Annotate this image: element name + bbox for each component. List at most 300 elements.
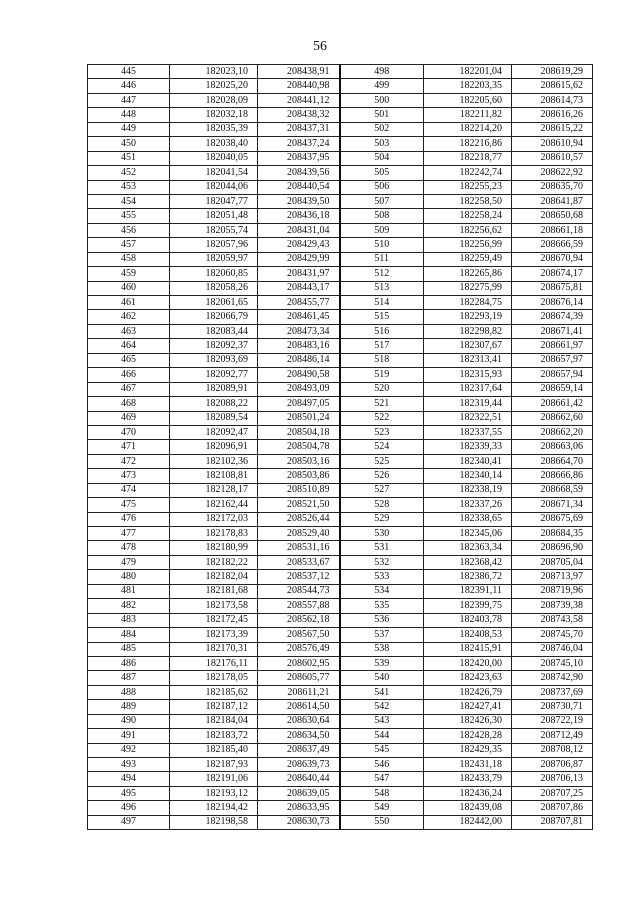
x-coordinate-cell: 182211,82	[424, 108, 512, 122]
y-coordinate-cell: 208706,13	[512, 772, 593, 786]
table-row	[88, 194, 593, 208]
x-coordinate-cell: 182184,04	[170, 714, 258, 728]
point-number-cell: 502	[340, 122, 424, 136]
x-coordinate-cell: 182038,40	[170, 137, 258, 151]
y-coordinate-cell: 208501,24	[258, 411, 340, 425]
x-coordinate-cell: 182040,05	[170, 151, 258, 165]
point-number-cell: 541	[340, 685, 424, 699]
y-coordinate-cell: 208707,81	[512, 815, 593, 829]
point-number-cell: 460	[88, 281, 170, 295]
point-number-cell: 546	[340, 758, 424, 772]
point-number-cell: 473	[88, 469, 170, 483]
point-number-cell: 511	[340, 252, 424, 266]
y-coordinate-cell: 208611,21	[258, 685, 340, 699]
y-coordinate-cell: 208431,97	[258, 267, 340, 281]
y-coordinate-cell: 208630,73	[258, 815, 340, 829]
y-coordinate-cell: 208439,56	[258, 166, 340, 180]
point-number-cell: 485	[88, 642, 170, 656]
x-coordinate-cell: 182185,40	[170, 743, 258, 757]
y-coordinate-cell: 208503,86	[258, 469, 340, 483]
y-coordinate-cell: 208429,99	[258, 252, 340, 266]
point-number-cell: 466	[88, 368, 170, 382]
x-coordinate-cell: 182255,23	[424, 180, 512, 194]
x-coordinate-cell: 182427,41	[424, 700, 512, 714]
point-number-cell: 446	[88, 79, 170, 93]
point-number-cell: 497	[88, 815, 170, 829]
page-number: 56	[313, 39, 327, 54]
point-number-cell: 495	[88, 786, 170, 800]
x-coordinate-cell: 182258,50	[424, 194, 512, 208]
x-coordinate-cell: 182298,82	[424, 324, 512, 338]
y-coordinate-cell: 208544,73	[258, 584, 340, 598]
x-coordinate-cell: 182093,69	[170, 353, 258, 367]
x-coordinate-cell: 182339,33	[424, 440, 512, 454]
y-coordinate-cell: 208663,06	[512, 440, 593, 454]
y-coordinate-cell: 208533,67	[258, 555, 340, 569]
point-number-cell: 486	[88, 656, 170, 670]
point-number-cell: 535	[340, 599, 424, 613]
x-coordinate-cell: 182408,53	[424, 628, 512, 642]
x-coordinate-cell: 182258,24	[424, 209, 512, 223]
point-number-cell: 450	[88, 137, 170, 151]
y-coordinate-cell: 208455,77	[258, 296, 340, 310]
x-coordinate-cell: 182193,12	[170, 786, 258, 800]
point-number-cell: 517	[340, 339, 424, 353]
y-coordinate-cell: 208708,12	[512, 743, 593, 757]
x-coordinate-cell: 182170,31	[170, 642, 258, 656]
y-coordinate-cell: 208504,18	[258, 425, 340, 439]
point-number-cell: 488	[88, 685, 170, 699]
table-row	[88, 108, 593, 122]
table-row	[88, 324, 593, 338]
point-number-cell: 465	[88, 353, 170, 367]
point-number-cell: 472	[88, 454, 170, 468]
table-row	[88, 411, 593, 425]
table-row	[88, 238, 593, 252]
table-row	[88, 743, 593, 757]
y-coordinate-cell: 208676,14	[512, 296, 593, 310]
point-number-cell: 512	[340, 267, 424, 281]
point-number-cell: 461	[88, 296, 170, 310]
y-coordinate-cell: 208706,87	[512, 758, 593, 772]
point-number-cell: 448	[88, 108, 170, 122]
x-coordinate-cell: 182368,42	[424, 555, 512, 569]
point-number-cell: 454	[88, 194, 170, 208]
y-coordinate-cell: 208671,41	[512, 324, 593, 338]
y-coordinate-cell: 208745,70	[512, 628, 593, 642]
x-coordinate-cell: 182436,24	[424, 786, 512, 800]
y-coordinate-cell: 208531,16	[258, 541, 340, 555]
point-number-cell: 463	[88, 324, 170, 338]
x-coordinate-cell: 182108,81	[170, 469, 258, 483]
point-number-cell: 525	[340, 454, 424, 468]
table-row	[88, 801, 593, 815]
y-coordinate-cell: 208713,97	[512, 570, 593, 584]
x-coordinate-cell: 182181,68	[170, 584, 258, 598]
y-coordinate-cell: 208497,05	[258, 397, 340, 411]
y-coordinate-cell: 208630,64	[258, 714, 340, 728]
y-coordinate-cell: 208438,91	[258, 65, 340, 79]
x-coordinate-cell: 182345,06	[424, 527, 512, 541]
y-coordinate-cell: 208664,70	[512, 454, 593, 468]
point-number-cell: 531	[340, 541, 424, 555]
x-coordinate-cell: 182066,79	[170, 310, 258, 324]
point-number-cell: 536	[340, 613, 424, 627]
y-coordinate-cell: 208641,87	[512, 194, 593, 208]
table-row	[88, 382, 593, 396]
y-coordinate-cell: 208437,24	[258, 137, 340, 151]
table-row	[88, 267, 593, 281]
x-coordinate-cell: 182162,44	[170, 498, 258, 512]
y-coordinate-cell: 208537,12	[258, 570, 340, 584]
point-number-cell: 458	[88, 252, 170, 266]
table-row	[88, 296, 593, 310]
y-coordinate-cell: 208567,50	[258, 628, 340, 642]
x-coordinate-cell: 182092,47	[170, 425, 258, 439]
y-coordinate-cell: 208483,16	[258, 339, 340, 353]
y-coordinate-cell: 208440,54	[258, 180, 340, 194]
point-number-cell: 524	[340, 440, 424, 454]
x-coordinate-cell: 182059,97	[170, 252, 258, 266]
point-number-cell: 501	[340, 108, 424, 122]
point-number-cell: 532	[340, 555, 424, 569]
point-number-cell: 493	[88, 758, 170, 772]
y-coordinate-cell: 208526,44	[258, 512, 340, 526]
point-number-cell: 549	[340, 801, 424, 815]
point-number-cell: 471	[88, 440, 170, 454]
table-row	[88, 180, 593, 194]
point-number-cell: 469	[88, 411, 170, 425]
table-row	[88, 209, 593, 223]
y-coordinate-cell: 208614,73	[512, 93, 593, 107]
point-number-cell: 518	[340, 353, 424, 367]
y-coordinate-cell: 208622,92	[512, 166, 593, 180]
y-coordinate-cell: 208619,29	[512, 65, 593, 79]
point-number-cell: 494	[88, 772, 170, 786]
y-coordinate-cell: 208739,38	[512, 599, 593, 613]
point-number-cell: 452	[88, 166, 170, 180]
y-coordinate-cell: 208662,20	[512, 425, 593, 439]
x-coordinate-cell: 182025,20	[170, 79, 258, 93]
x-coordinate-cell: 182415,91	[424, 642, 512, 656]
point-number-cell: 482	[88, 599, 170, 613]
y-coordinate-cell: 208639,05	[258, 786, 340, 800]
point-number-cell: 509	[340, 223, 424, 237]
y-coordinate-cell: 208521,50	[258, 498, 340, 512]
table-row	[88, 656, 593, 670]
point-number-cell: 545	[340, 743, 424, 757]
point-number-cell: 490	[88, 714, 170, 728]
x-coordinate-cell: 182386,72	[424, 570, 512, 584]
y-coordinate-cell: 208437,95	[258, 151, 340, 165]
x-coordinate-cell: 182092,77	[170, 368, 258, 382]
y-coordinate-cell: 208504,78	[258, 440, 340, 454]
y-coordinate-cell: 208615,22	[512, 122, 593, 136]
y-coordinate-cell: 208529,40	[258, 527, 340, 541]
point-number-cell: 445	[88, 65, 170, 79]
point-number-cell: 529	[340, 512, 424, 526]
x-coordinate-cell: 182216,86	[424, 137, 512, 151]
y-coordinate-cell: 208461,45	[258, 310, 340, 324]
point-number-cell: 515	[340, 310, 424, 324]
point-number-cell: 447	[88, 93, 170, 107]
table-row	[88, 454, 593, 468]
table-row	[88, 599, 593, 613]
y-coordinate-cell: 208557,88	[258, 599, 340, 613]
x-coordinate-cell: 182256,62	[424, 223, 512, 237]
y-coordinate-cell: 208662,60	[512, 411, 593, 425]
table-row	[88, 642, 593, 656]
x-coordinate-cell: 182023,10	[170, 65, 258, 79]
table-row	[88, 512, 593, 526]
point-number-cell: 504	[340, 151, 424, 165]
x-coordinate-cell: 182047,77	[170, 194, 258, 208]
point-number-cell: 483	[88, 613, 170, 627]
x-coordinate-cell: 182191,06	[170, 772, 258, 786]
point-number-cell: 522	[340, 411, 424, 425]
table-row	[88, 79, 593, 93]
point-number-cell: 542	[340, 700, 424, 714]
table-row	[88, 628, 593, 642]
x-coordinate-cell: 182173,58	[170, 599, 258, 613]
point-number-cell: 507	[340, 194, 424, 208]
point-number-cell: 487	[88, 671, 170, 685]
x-coordinate-cell: 182293,19	[424, 310, 512, 324]
x-coordinate-cell: 182092,37	[170, 339, 258, 353]
x-coordinate-cell: 182089,91	[170, 382, 258, 396]
x-coordinate-cell: 182338,65	[424, 512, 512, 526]
table-row	[88, 339, 593, 353]
y-coordinate-cell: 208605,77	[258, 671, 340, 685]
table-row	[88, 166, 593, 180]
y-coordinate-cell: 208657,97	[512, 353, 593, 367]
x-coordinate-cell: 182439,08	[424, 801, 512, 815]
point-number-cell: 539	[340, 656, 424, 670]
table-row	[88, 483, 593, 497]
y-coordinate-cell: 208742,90	[512, 671, 593, 685]
point-number-cell: 475	[88, 498, 170, 512]
x-coordinate-cell: 182399,75	[424, 599, 512, 613]
x-coordinate-cell: 182060,85	[170, 267, 258, 281]
y-coordinate-cell: 208661,18	[512, 223, 593, 237]
y-coordinate-cell: 208633,95	[258, 801, 340, 815]
table-row	[88, 440, 593, 454]
y-coordinate-cell: 208637,49	[258, 743, 340, 757]
table-row	[88, 570, 593, 584]
x-coordinate-cell: 182203,35	[424, 79, 512, 93]
x-coordinate-cell: 182061,65	[170, 296, 258, 310]
point-number-cell: 548	[340, 786, 424, 800]
x-coordinate-cell: 182194,42	[170, 801, 258, 815]
y-coordinate-cell: 208737,69	[512, 685, 593, 699]
x-coordinate-cell: 182102,36	[170, 454, 258, 468]
y-coordinate-cell: 208707,25	[512, 786, 593, 800]
point-number-cell: 526	[340, 469, 424, 483]
x-coordinate-cell: 182391,11	[424, 584, 512, 598]
table-row	[88, 137, 593, 151]
x-coordinate-cell: 182128,17	[170, 483, 258, 497]
x-coordinate-cell: 182259,49	[424, 252, 512, 266]
y-coordinate-cell: 208675,81	[512, 281, 593, 295]
x-coordinate-cell: 182088,22	[170, 397, 258, 411]
y-coordinate-cell: 208674,17	[512, 267, 593, 281]
table-row	[88, 223, 593, 237]
x-coordinate-cell: 182041,54	[170, 166, 258, 180]
point-number-cell: 480	[88, 570, 170, 584]
point-number-cell: 474	[88, 483, 170, 497]
coordinates-table	[87, 64, 593, 830]
x-coordinate-cell: 182058,26	[170, 281, 258, 295]
x-coordinate-cell: 182315,93	[424, 368, 512, 382]
table-row	[88, 310, 593, 324]
y-coordinate-cell: 208436,18	[258, 209, 340, 223]
x-coordinate-cell: 182242,74	[424, 166, 512, 180]
y-coordinate-cell: 208661,42	[512, 397, 593, 411]
point-number-cell: 468	[88, 397, 170, 411]
y-coordinate-cell: 208705,04	[512, 555, 593, 569]
point-number-cell: 543	[340, 714, 424, 728]
x-coordinate-cell: 182420,00	[424, 656, 512, 670]
point-number-cell: 513	[340, 281, 424, 295]
x-coordinate-cell: 182176,11	[170, 656, 258, 670]
x-coordinate-cell: 182198,58	[170, 815, 258, 829]
y-coordinate-cell: 208634,50	[258, 729, 340, 743]
x-coordinate-cell: 182180,99	[170, 541, 258, 555]
x-coordinate-cell: 182322,51	[424, 411, 512, 425]
point-number-cell: 534	[340, 584, 424, 598]
x-coordinate-cell: 182055,74	[170, 223, 258, 237]
y-coordinate-cell: 208473,34	[258, 324, 340, 338]
table-row	[88, 252, 593, 266]
x-coordinate-cell: 182183,72	[170, 729, 258, 743]
table-row	[88, 397, 593, 411]
y-coordinate-cell: 208639,73	[258, 758, 340, 772]
x-coordinate-cell: 182035,39	[170, 122, 258, 136]
x-coordinate-cell: 182340,14	[424, 469, 512, 483]
y-coordinate-cell: 208712,49	[512, 729, 593, 743]
table-row	[88, 498, 593, 512]
x-coordinate-cell: 182032,18	[170, 108, 258, 122]
point-number-cell: 459	[88, 267, 170, 281]
x-coordinate-cell: 182173,39	[170, 628, 258, 642]
point-number-cell: 521	[340, 397, 424, 411]
y-coordinate-cell: 208657,94	[512, 368, 593, 382]
table-row	[88, 65, 593, 79]
table-row	[88, 613, 593, 627]
point-number-cell: 516	[340, 324, 424, 338]
y-coordinate-cell: 208671,34	[512, 498, 593, 512]
point-number-cell: 481	[88, 584, 170, 598]
x-coordinate-cell: 182363,34	[424, 541, 512, 555]
x-coordinate-cell: 182313,41	[424, 353, 512, 367]
x-coordinate-cell: 182338,19	[424, 483, 512, 497]
point-number-cell: 479	[88, 555, 170, 569]
point-number-cell: 451	[88, 151, 170, 165]
table-row	[88, 93, 593, 107]
x-coordinate-cell: 182319,44	[424, 397, 512, 411]
point-number-cell: 455	[88, 209, 170, 223]
x-coordinate-cell: 182218,77	[424, 151, 512, 165]
point-number-cell: 456	[88, 223, 170, 237]
table-row	[88, 584, 593, 598]
point-number-cell: 506	[340, 180, 424, 194]
table-row	[88, 786, 593, 800]
x-coordinate-cell: 182205,60	[424, 93, 512, 107]
point-number-cell: 449	[88, 122, 170, 136]
y-coordinate-cell: 208719,96	[512, 584, 593, 598]
y-coordinate-cell: 208730,71	[512, 700, 593, 714]
table-row	[88, 758, 593, 772]
point-number-cell: 478	[88, 541, 170, 555]
point-number-cell: 470	[88, 425, 170, 439]
y-coordinate-cell: 208722,19	[512, 714, 593, 728]
y-coordinate-cell: 208440,98	[258, 79, 340, 93]
point-number-cell: 489	[88, 700, 170, 714]
coordinates-table-body	[88, 65, 593, 830]
point-number-cell: 462	[88, 310, 170, 324]
point-number-cell: 484	[88, 628, 170, 642]
table-row	[88, 772, 593, 786]
y-coordinate-cell: 208443,17	[258, 281, 340, 295]
y-coordinate-cell: 208635,70	[512, 180, 593, 194]
point-number-cell: 514	[340, 296, 424, 310]
point-number-cell: 500	[340, 93, 424, 107]
point-number-cell: 457	[88, 238, 170, 252]
point-number-cell: 544	[340, 729, 424, 743]
point-number-cell: 530	[340, 527, 424, 541]
x-coordinate-cell: 182426,79	[424, 685, 512, 699]
y-coordinate-cell: 208640,44	[258, 772, 340, 786]
point-number-cell: 503	[340, 137, 424, 151]
x-coordinate-cell: 182172,45	[170, 613, 258, 627]
y-coordinate-cell: 208610,57	[512, 151, 593, 165]
y-coordinate-cell: 208745,10	[512, 656, 593, 670]
table-row	[88, 281, 593, 295]
y-coordinate-cell: 208743,58	[512, 613, 593, 627]
table-row	[88, 425, 593, 439]
x-coordinate-cell: 182051,48	[170, 209, 258, 223]
x-coordinate-cell: 182340,41	[424, 454, 512, 468]
point-number-cell: 499	[340, 79, 424, 93]
y-coordinate-cell: 208675,69	[512, 512, 593, 526]
y-coordinate-cell: 208616,26	[512, 108, 593, 122]
y-coordinate-cell: 208650,68	[512, 209, 593, 223]
table-row	[88, 700, 593, 714]
x-coordinate-cell: 182182,04	[170, 570, 258, 584]
point-number-cell: 528	[340, 498, 424, 512]
y-coordinate-cell: 208666,59	[512, 238, 593, 252]
y-coordinate-cell: 208684,35	[512, 527, 593, 541]
y-coordinate-cell: 208510,89	[258, 483, 340, 497]
y-coordinate-cell: 208674,39	[512, 310, 593, 324]
y-coordinate-cell: 208602,95	[258, 656, 340, 670]
table-row	[88, 527, 593, 541]
point-number-cell: 520	[340, 382, 424, 396]
x-coordinate-cell: 182307,67	[424, 339, 512, 353]
table-row	[88, 469, 593, 483]
table-row	[88, 671, 593, 685]
y-coordinate-cell: 208659,14	[512, 382, 593, 396]
y-coordinate-cell: 208610,94	[512, 137, 593, 151]
table-row	[88, 122, 593, 136]
y-coordinate-cell: 208666,86	[512, 469, 593, 483]
x-coordinate-cell: 182337,55	[424, 425, 512, 439]
point-number-cell: 492	[88, 743, 170, 757]
point-number-cell: 537	[340, 628, 424, 642]
point-number-cell: 519	[340, 368, 424, 382]
y-coordinate-cell: 208614,50	[258, 700, 340, 714]
y-coordinate-cell: 208696,90	[512, 541, 593, 555]
